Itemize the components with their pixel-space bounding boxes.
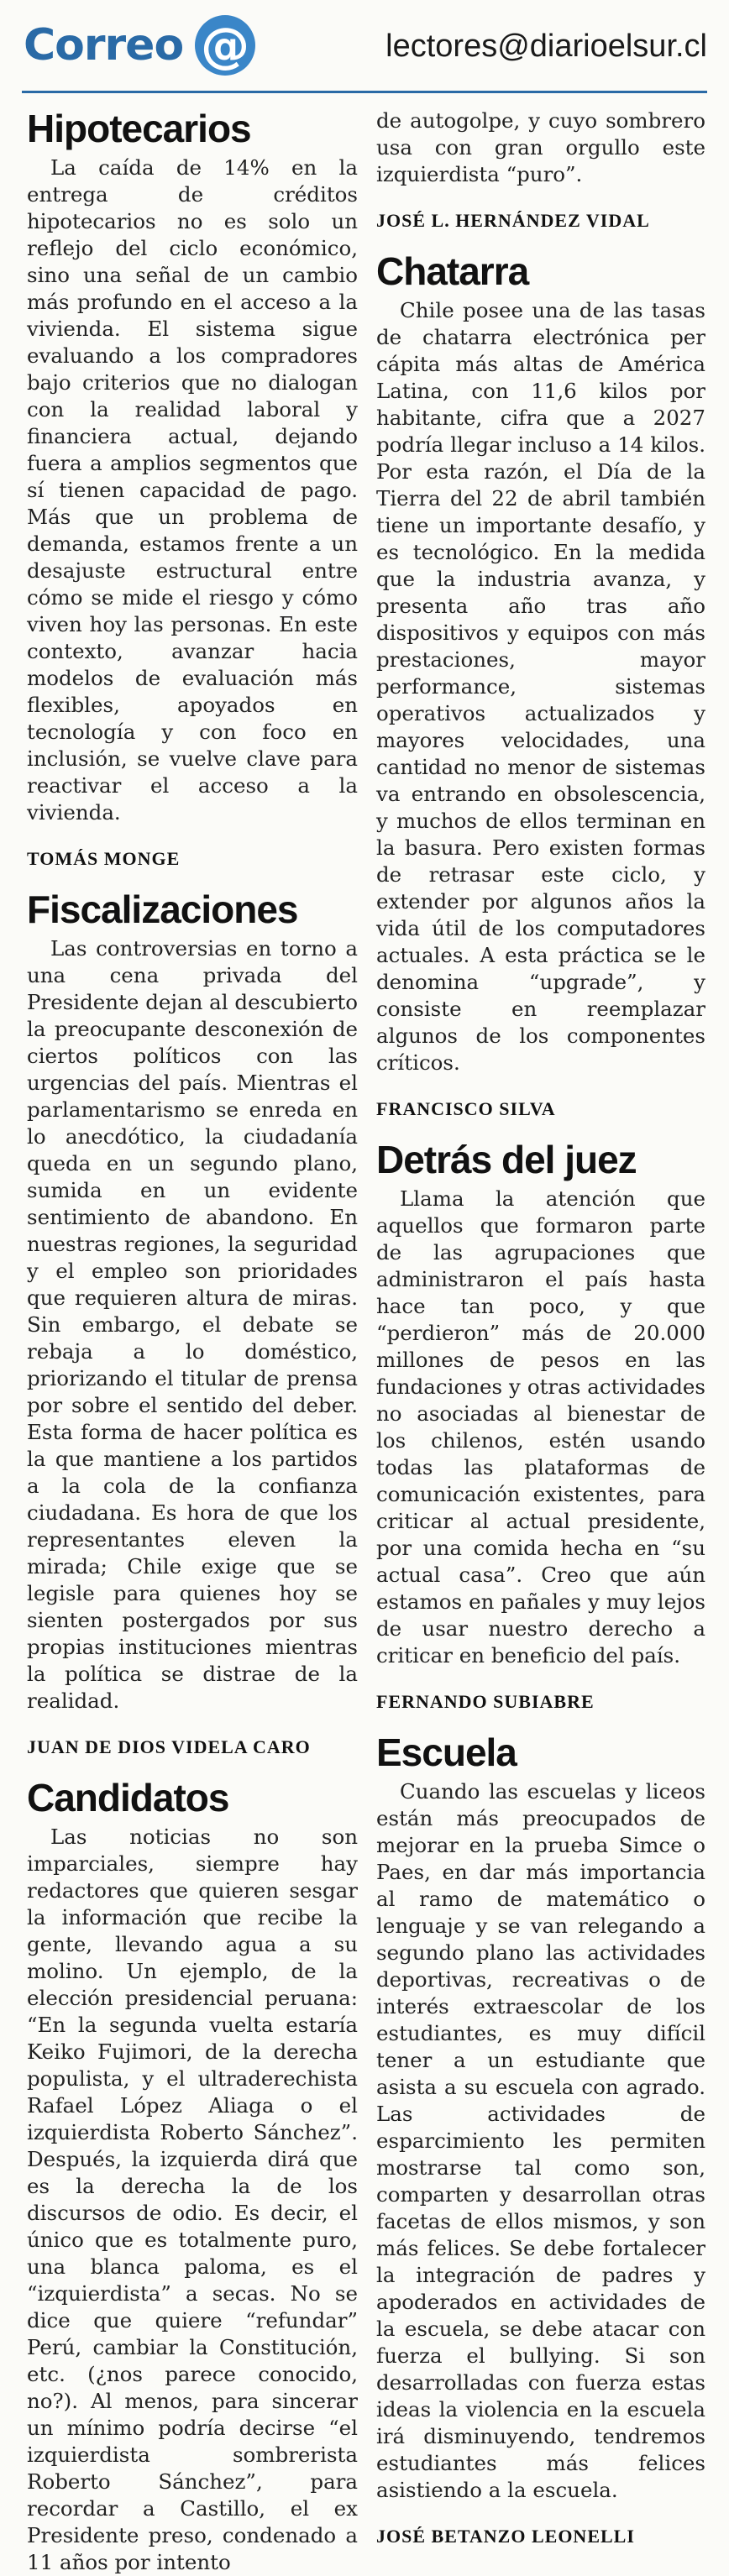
letter-author: TOMÁS MONGE (27, 848, 181, 869)
letter-body: Chile posee una de las tasas de chatarra electrónica per cápita más altas de América Latina, con 11,6 kilos por habitante, cifra que a 2027 podría llegar incluso a 14 kilos. Por esta razón, el Día de la Tierra del 22 de abril también tiene un importante desafío, y es tecnológico. En la medida que la industria avanza, y presenta año tras año dispositivos y equipos con más prestaciones, mayor performance, sistemas operativos actualizados y mayores velocidades, una cantidad no menor de sistemas va entrando en obsolescencia, y muchos de ellos terminan en la basura. Pero existen formas de retrasar este ciclo, y extender por algunos años la vida útil de los computadores actuales. A esta práctica se le denomina “upgrade”, y consiste en reemplazar algunos de los componentes críticos. (376, 298, 705, 1075)
letter-author: FRANCISCO SILVA (376, 1098, 556, 1119)
right-column (376, 107, 705, 2566)
letter-body: Las noticias no son imparciales, siempre hay redactores que quieren sesgar la información que recibe la gente, llevando agua a su molino. Un ejemplo, de la elección presidencial peruana: “En la segunda vuelta estaría Keiko Fujimori, de la derecha populista, y el ultraderechista Rafael López Aliaga o el izquierdista Roberto Sánchez”. Después, la izquierda dirá que es la derecha la de los discursos de odio. Es decir, el único que es totalmente puro, una blanca paloma, es el “izquierdista” a secas. No se dice que quiere “refundar” Perú, cambiar la Constitución, etc. (¿nos parece conocido, no?). Al menos, para sincerar un mínimo podría decirse “el izquierdista sombrerista Roberto Sánchez”, para recordar a Castillo, el ex Presidente preso, condenado a 11 años por intento (27, 1825, 358, 2574)
letter-hipotecarios (27, 107, 358, 870)
letter-candidatos (27, 1777, 358, 2576)
letter-title: Fiscalizaciones (27, 887, 298, 931)
letter-title: Escuela (376, 1730, 517, 1774)
letter-escuela (376, 1731, 705, 2547)
letter-title: Detrás del juez (376, 1138, 637, 1181)
letter-fiscalizaciones (27, 888, 358, 1758)
left-column (27, 107, 358, 2576)
letter-chatarra (376, 250, 705, 1120)
letter-detras-del-juez (376, 1139, 705, 1713)
letter-title: Chatarra (376, 249, 529, 293)
letter-author: JOSÉ L. HERNÁNDEZ VIDAL (376, 210, 650, 231)
letter-author: JUAN DE DIOS VIDELA CARO (27, 1736, 311, 1757)
letter-author: JOSÉ BETANZO LEONELLI (376, 2526, 635, 2547)
letter-title: Candidatos (27, 1776, 229, 1819)
letter-body: La caída de 14% en la entrega de créditos hipotecarios no es solo un reflejo del ciclo económico, sino una señal de un cambio más profundo en el acceso a la vivienda. El sistema sigue evaluando a los compradores bajo criterios que no dialogan con la realidad laboral y financiera actual, dejando fuera a amplios segmentos que sí tienen capacidad de pago. Más que un problema de demanda, estamos frente a un desajuste estructural entre cómo se mide el riesgo y cómo viven hoy las personas. En este contexto, avanzar hacia modelos de evaluación más flexibles, apoyados en tecnología y con foco en inclusión, se vuelve clave para reactivar el acceso a la vivienda. (27, 155, 358, 825)
correo-logo (24, 15, 255, 76)
header-divider (22, 91, 707, 93)
letter-author: FERNANDO SUBIABRE (376, 1691, 595, 1712)
letter-body-continued: de autogolpe, y cuyo sombrero usa con gran orgullo este izquierdista “puro”. (376, 108, 705, 186)
at-icon: @ (195, 15, 255, 76)
section-header (0, 0, 729, 92)
contact-email: lectores@diarioelsur.cl (385, 29, 707, 64)
letter-body: Cuando las escuelas y liceos están más preocupados de mejorar en la prueba Simce o Paes, en dar más importancia al ramo de matemático o lenguaje y se van relegando a segundo plano las actividades deportivas, recreativas o de interés extraescolar de los estudiantes, es muy difícil tener a un estudiante que asista a su escuela con agrado. Las actividades de esparcimiento les permiten mostrarse tal como son, comparten y desarrollan otras facetas de ellos mismos, y son más felices. Se debe fortalecer la integración de padres y apoderados en actividades de la escuela, se debe atacar con fuerza el bullying. Si son desarrolladas con fuerza estas ideas la violencia en la escuela irá disminuyendo, tendremos estudiantes más felices asistiendo a la escuela. (376, 1779, 705, 2502)
letter-body: Las controversias en torno a una cena privada del Presidente dejan al descubierto la preocupante desconexión de ciertos políticos con las urgencias del país. Mientras el parlamentarismo se enreda en lo anecdótico, la ciudadanía queda en un segundo plano, sumida en un evidente sentimiento de abandono. En nuestras regiones, la seguridad y el empleo son prioridades que requieren altura de miras. Sin embargo, el debate se rebaja a lo doméstico, priorizando el titular de prensa por sobre el sentido del deber. Esta forma de hacer política es la que mantiene a los partidos a la cola de la confianza ciudadana. Es hora de que los representantes eleven la mirada; Chile exige que se legisle para quienes hoy se sienten postergados por sus propias instituciones mientras la política se distrae de la realidad. (27, 936, 358, 1713)
letter-title: Hipotecarios (27, 107, 251, 150)
letter-body: Llama la atención que aquellos que formaron parte de las agrupaciones que administraron el país hasta hace tan poco, y que “perdieron” más de 20.000 millones de pesos en las fundaciones y otras actividades no asociadas al bienestar de los chilenos, estén usando todas las plataformas de comunicación existentes, para criticar al actual presidente, por una comida hecha en “su actual casa”. Creo que aún estamos en pañales y muy lejos de usar nuestro derecho a criticar en beneficio del país. (376, 1186, 705, 1668)
section-title: Correo (24, 20, 184, 71)
letter-candidatos-continued (376, 107, 705, 232)
